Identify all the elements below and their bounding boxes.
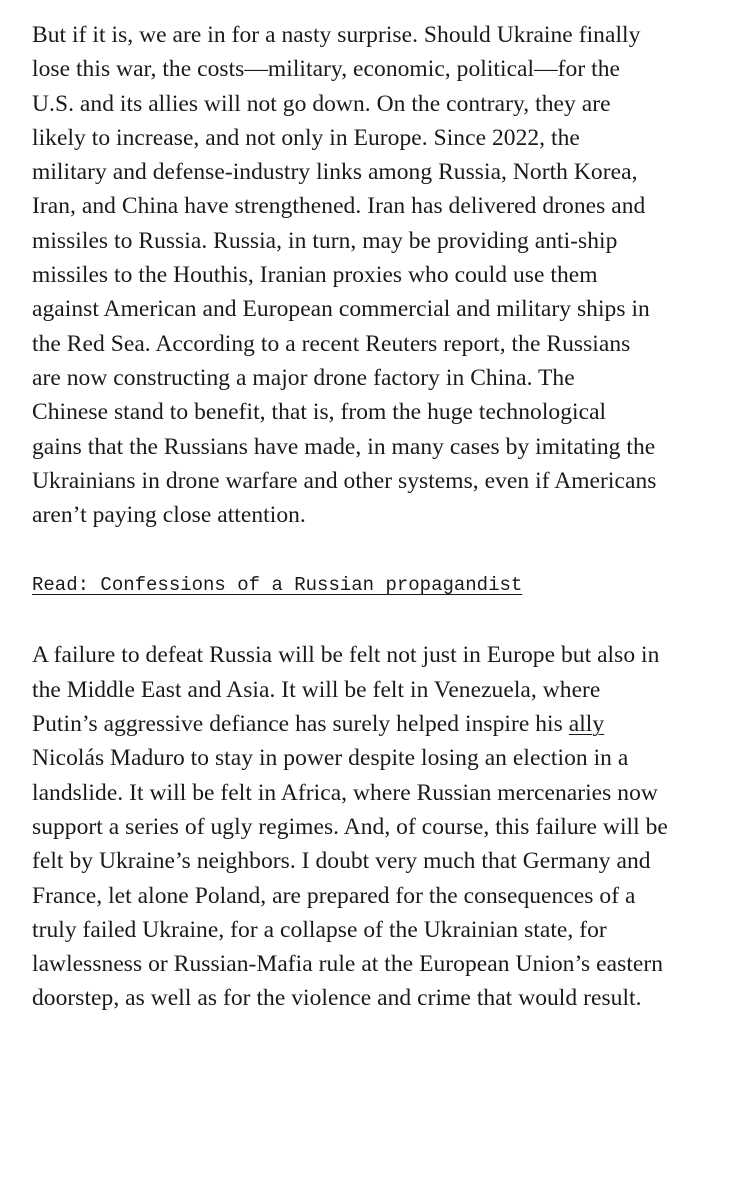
text-line: support a series of ugly regimes. And, of course, this failure will be bbox=[32, 813, 668, 840]
text-line: the Middle East and Asia. It will be felt in Venezuela, where bbox=[32, 676, 601, 703]
article-paragraph-2 bbox=[32, 638, 722, 1015]
article-paragraph-1 bbox=[32, 18, 722, 532]
text-line: lose this war, the costs—military, economic, political—for the bbox=[32, 56, 620, 83]
text-line-start: Putin’s aggressive defiance has surely helped inspire his bbox=[32, 711, 569, 738]
text-line bbox=[32, 707, 722, 741]
text-line: Iran, and China have strengthened. Iran has delivered drones and bbox=[32, 193, 646, 220]
text-line: felt by Ukraine’s neighbors. I doubt very much that Germany and bbox=[32, 848, 651, 875]
text-line: France, let alone Poland, are prepared for the consequences of a bbox=[32, 882, 636, 909]
text-line: Nicolás Maduro to stay in power despite losing an election in a bbox=[32, 745, 629, 772]
text-line: But if it is, we are in for a nasty surprise. Should Ukraine finally bbox=[32, 22, 641, 48]
text-line: likely to increase, and not only in Europe. Since 2022, the bbox=[32, 124, 580, 151]
text-line: the Red Sea. According to a recent Reuters report, the Russians bbox=[32, 330, 631, 357]
related-article-link[interactable]: Read: Confessions of a Russian propagandist bbox=[32, 574, 523, 597]
ally-link[interactable]: ally bbox=[568, 711, 605, 738]
text-line: doorstep, as well as for the violence and crime that would result. bbox=[32, 985, 642, 1012]
text-line: are now constructing a major drone factory in China. The bbox=[32, 364, 575, 391]
text-line: against American and European commercial and military ships in bbox=[32, 296, 650, 323]
text-line: truly failed Ukraine, for a collapse of the Ukrainian state, for bbox=[32, 916, 607, 943]
text-line: gains that the Russians have made, in many cases by imitating the bbox=[32, 433, 656, 460]
text-line: missiles to the Houthis, Iranian proxies who could use them bbox=[32, 262, 598, 289]
article-body bbox=[32, 18, 722, 1016]
text-line: missiles to Russia. Russia, in turn, may be providing anti-ship bbox=[32, 227, 618, 254]
text-line: landslide. It will be felt in Africa, where Russian mercenaries now bbox=[32, 779, 658, 806]
text-line: A failure to defeat Russia will be felt not just in Europe but also in bbox=[32, 642, 660, 669]
text-line: aren’t paying close attention. bbox=[32, 502, 306, 529]
text-line: military and defense-industry links among Russia, North Korea, bbox=[32, 159, 638, 186]
text-line: Chinese stand to benefit, that is, from the huge technological bbox=[32, 399, 607, 426]
text-line: Ukrainians in drone warfare and other systems, even if Americans bbox=[32, 467, 657, 494]
text-line: lawlessness or Russian-Mafia rule at the European Union’s eastern bbox=[32, 951, 664, 978]
text-line: U.S. and its allies will not go down. On the contrary, they are bbox=[32, 90, 611, 117]
